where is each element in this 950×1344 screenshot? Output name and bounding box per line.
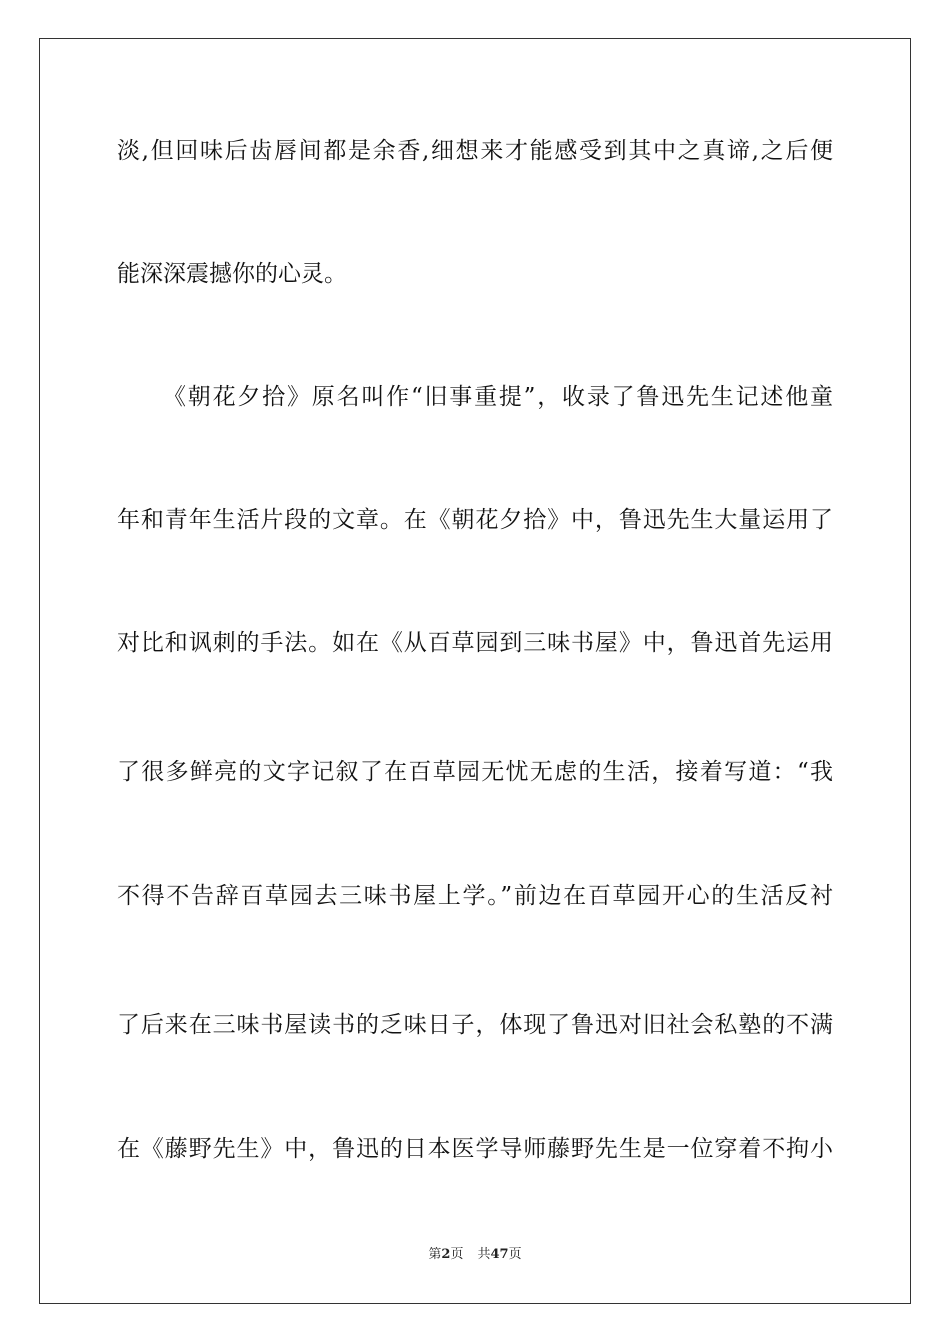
text-line-6: 了很多鲜亮的文字记叙了在百草园无忧无虑的生活，接着写道：“我 [117, 759, 833, 785]
text-line-2: 能深深震撼你的心灵。 [117, 261, 347, 287]
text-line-9: 在《藤野先生》中，鲁迅的日本医学导师藤野先生是一位穿着不拘小 [117, 1136, 833, 1162]
total-suffix: 页 [508, 1247, 522, 1262]
page-suffix: 页 [450, 1247, 464, 1262]
page-current: 2 [441, 1247, 451, 1262]
text-line-7: 不得不告辞百草园去三味书屋上学。”前边在百草园开心的生活反衬 [117, 883, 833, 909]
text-line-5: 对比和讽刺的手法。如在《从百草园到三味书屋》中，鲁迅首先运用 [117, 630, 833, 656]
text-line-4: 年和青年生活片段的文章。在《朝花夕拾》中，鲁迅先生大量运用了 [117, 507, 833, 533]
page-border [39, 38, 911, 1304]
page-total: 47 [490, 1247, 509, 1262]
text-line-3: 《朝花夕拾》原名叫作“旧事重提”，收录了鲁迅先生记述他童 [163, 384, 833, 410]
text-line-8: 了后来在三味书屋读书的乏味日子，体现了鲁迅对旧社会私塾的不满 [117, 1012, 833, 1038]
page-footer [0, 1246, 950, 1264]
page-prefix: 第 [428, 1247, 442, 1262]
total-prefix: 共 [477, 1247, 491, 1262]
text-line-1: 淡,但回味后齿唇间都是余香,细想来才能感受到其中之真谛,之后便 [117, 138, 833, 164]
